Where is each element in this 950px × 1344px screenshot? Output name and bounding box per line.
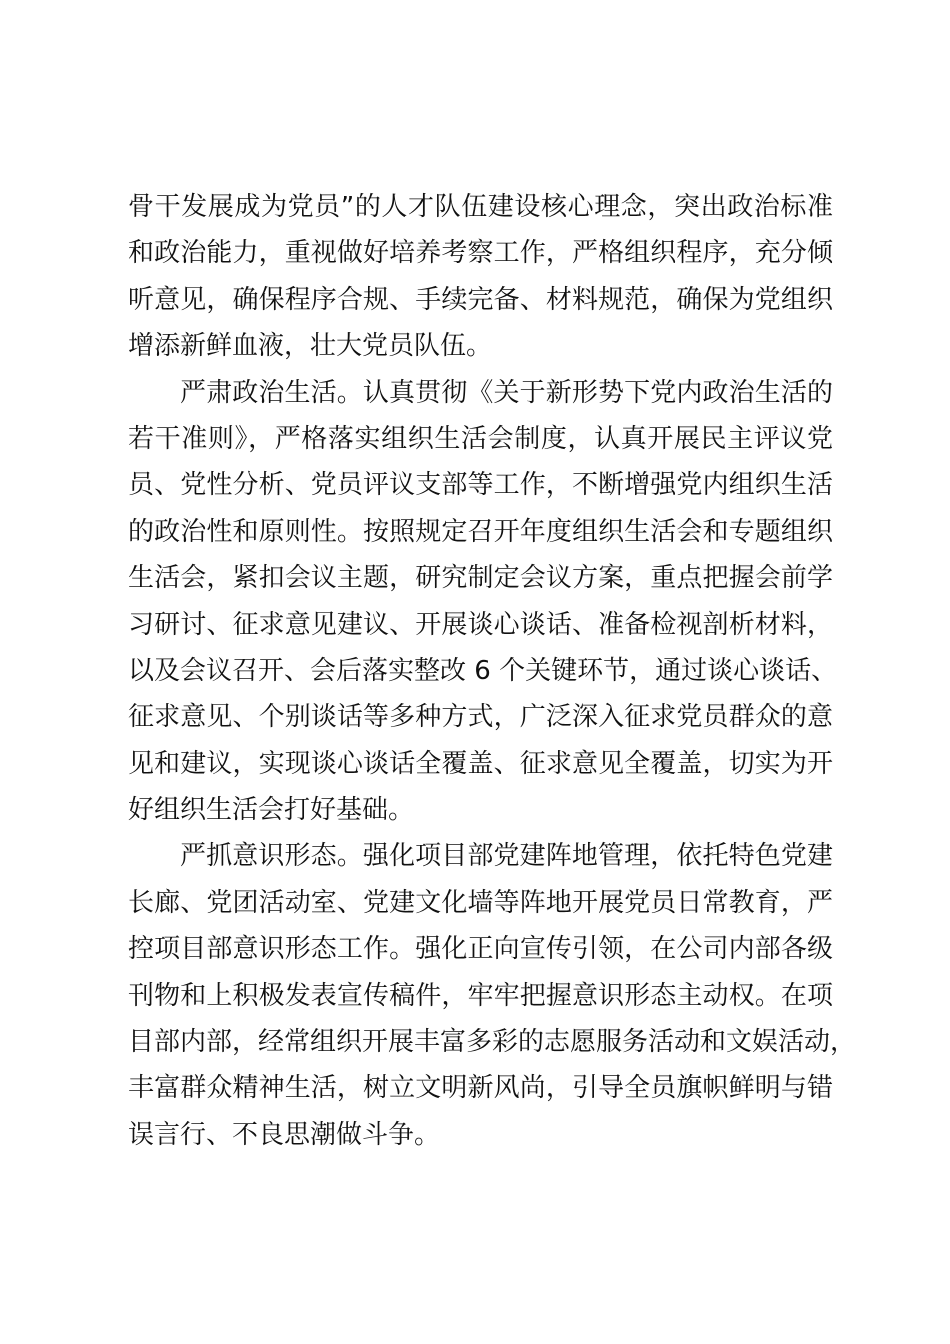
paragraph-talent-development (128, 184, 833, 370)
text-line: 目部内部，经常组织开展丰富多彩的志愿服务活动和文娱活动， (128, 1027, 857, 1058)
text-line: 严抓意识形态。强化项目部党建阵地管理，依托特色党建 (180, 841, 833, 872)
text-line: 习研讨、征求意见建议、开展谈心谈话、准备检视剖析材料， (128, 609, 833, 640)
text-line: 征求意见、个别谈话等多种方式，广泛深入征求党员群众的意 (128, 702, 833, 733)
text-line: 控项目部意识形态工作。强化正向宣传引领，在公司内部各级 (128, 934, 833, 965)
text-line: 以及会议召开、会后落实整改 6 个关键环节，通过谈心谈话、 (128, 655, 838, 686)
paragraph-political-life (128, 370, 838, 834)
text-line: 丰富群众精神生活，树立文明新风尚，引导全员旗帜鲜明与错 (128, 1073, 833, 1104)
text-line: 的政治性和原则性。按照规定召开年度组织生活会和专题组织 (128, 516, 833, 547)
text-line: 员、党性分析、党员评议支部等工作，不断增强党内组织生活 (128, 470, 833, 501)
text-line: 严肃政治生活。认真贯彻《关于新形势下党内政治生活的 (180, 377, 833, 408)
text-line: 长廊、党团活动室、党建文化墙等阵地开展党员日常教育，严 (128, 887, 833, 918)
text-line: 骨干发展成为党员”的人才队伍建设核心理念，突出政治标准 (128, 192, 833, 222)
text-line: 生活会，紧扣会议主题，研究制定会议方案，重点把握会前学 (128, 563, 833, 594)
text-line: 好组织生活会打好基础。 (128, 795, 415, 826)
text-line: 若干准则》，严格落实组织生活会制度，认真开展民主评议党 (128, 423, 833, 454)
text-line: 误言行、不良思潮做斗争。 (128, 1119, 441, 1150)
document-body (128, 184, 857, 1158)
text-line: 刊物和上积极发表宣传稿件，牢牢把握意识形态主动权。在项 (128, 980, 833, 1011)
text-line: 听意见，确保程序合规、手续完备、材料规范，确保为党组织 (128, 284, 833, 315)
text-line: 和政治能力，重视做好培养考察工作，严格组织程序，充分倾 (128, 238, 833, 269)
text-line: 增添新鲜血液，壮大党员队伍。 (128, 331, 493, 362)
paragraph-ideology (128, 833, 857, 1158)
text-line: 见和建议，实现谈心谈话全覆盖、征求意见全覆盖，切实为开 (128, 748, 833, 779)
